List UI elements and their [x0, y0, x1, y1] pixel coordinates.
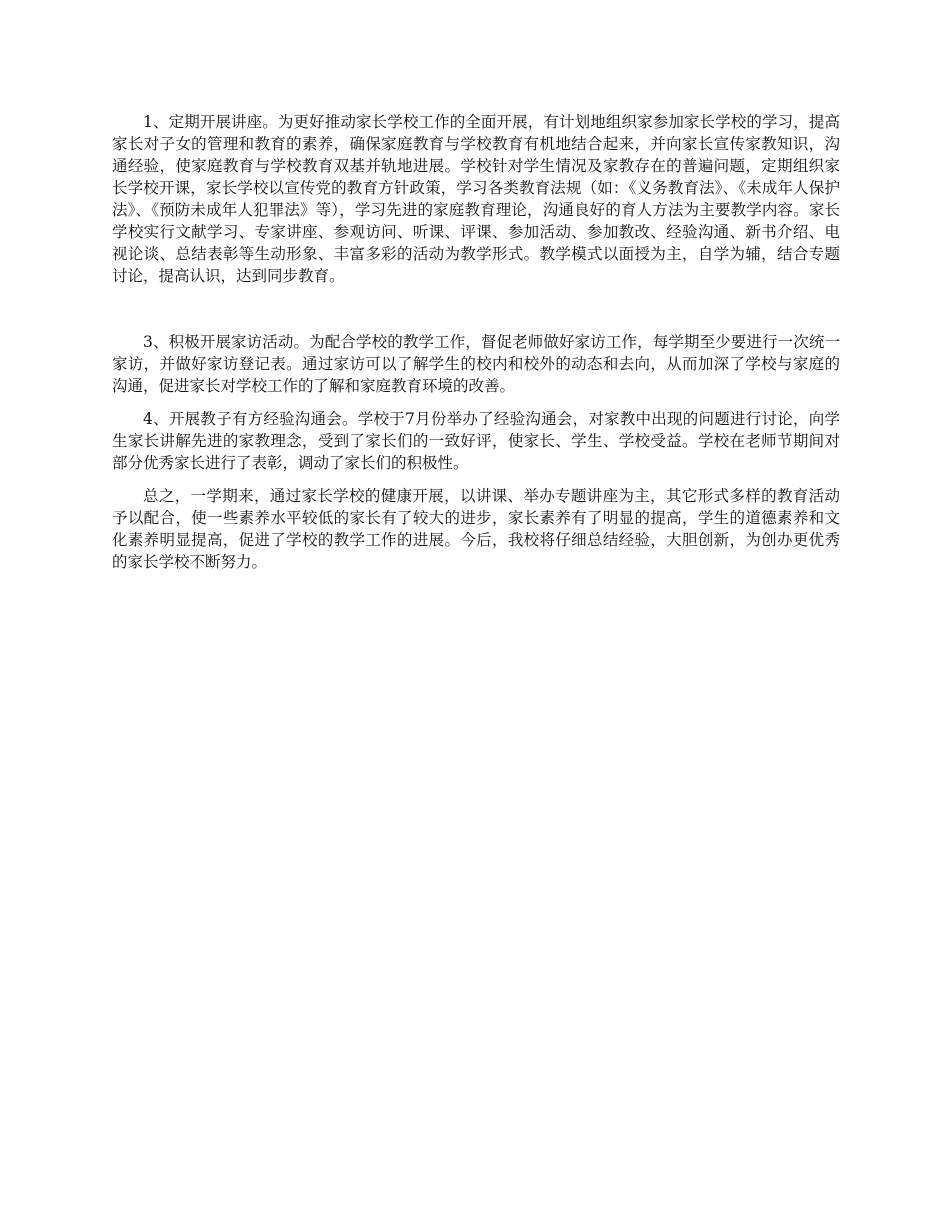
paragraph-home-visits: 3、积极开展家访活动。为配合学校的教学工作，督促老师做好家访工作，每学期至少要进行一次统一家访，并做好家访登记表。通过家访可以了解学生的校内和校外的动态和去向，从而加深了学校与家庭的沟通，促进家长对学校工作的了解和家庭教育环境的改善。: [112, 333, 840, 395]
paragraph-lectures: 1、定期开展讲座。为更好推动家长学校工作的全面开展，有计划地组织家参加家长学校的学习，提高家长对子女的管理和教育的素养，确保家庭教育与学校教育有机地结合起来，并向家长宣传家教知识，沟通经验，使家庭教育与学校教育双基并轨地进展。学校针对学生情况及家教存在的普遍问题，定期组织家长学校开课，家长学校以宣传党的教育方针政策，学习各类教育法规（如：《义务教育法》、《未成年人保护法》、《预防未成年人犯罪法》等），学习先进的家庭教育理论，沟通良好的育人方法为主要教学内容。家长学校实行文献学习、专家讲座、参观访问、听课、评课、参加活动、参加教改、经验沟通、新书介绍、电视论谈、总结表彰等生动形象、丰富多彩的活动为教学形式。教学模式以面授为主，自学为辅，结合专题讨论，提高认识，达到同步教育。: [112, 113, 840, 285]
paragraph-summary: 总之，一学期来，通过家长学校的健康开展，以讲课、举办专题讲座为主，其它形式多样的教育活动予以配合，使一些素养水平较低的家长有了较大的进步，家长素养有了明显的提高，学生的道德素养和文化素养明显提高，促进了学校的教学工作的进展。今后，我校将仔细总结经验，大胆创新，为创办更优秀的家长学校不断努力。: [112, 487, 840, 571]
document-body: [112, 111, 840, 573]
paragraph-experience-meeting: 4、开展教子有方经验沟通会。学校于7月份举办了经验沟通会，对家教中出现的问题进行讨论，向学生家长讲解先进的家教理念，受到了家长们的一致好评，使家长、学生、学校受益。学校在老师节期间对部分优秀家长进行了表彰，调动了家长们的积极性。: [112, 410, 840, 472]
